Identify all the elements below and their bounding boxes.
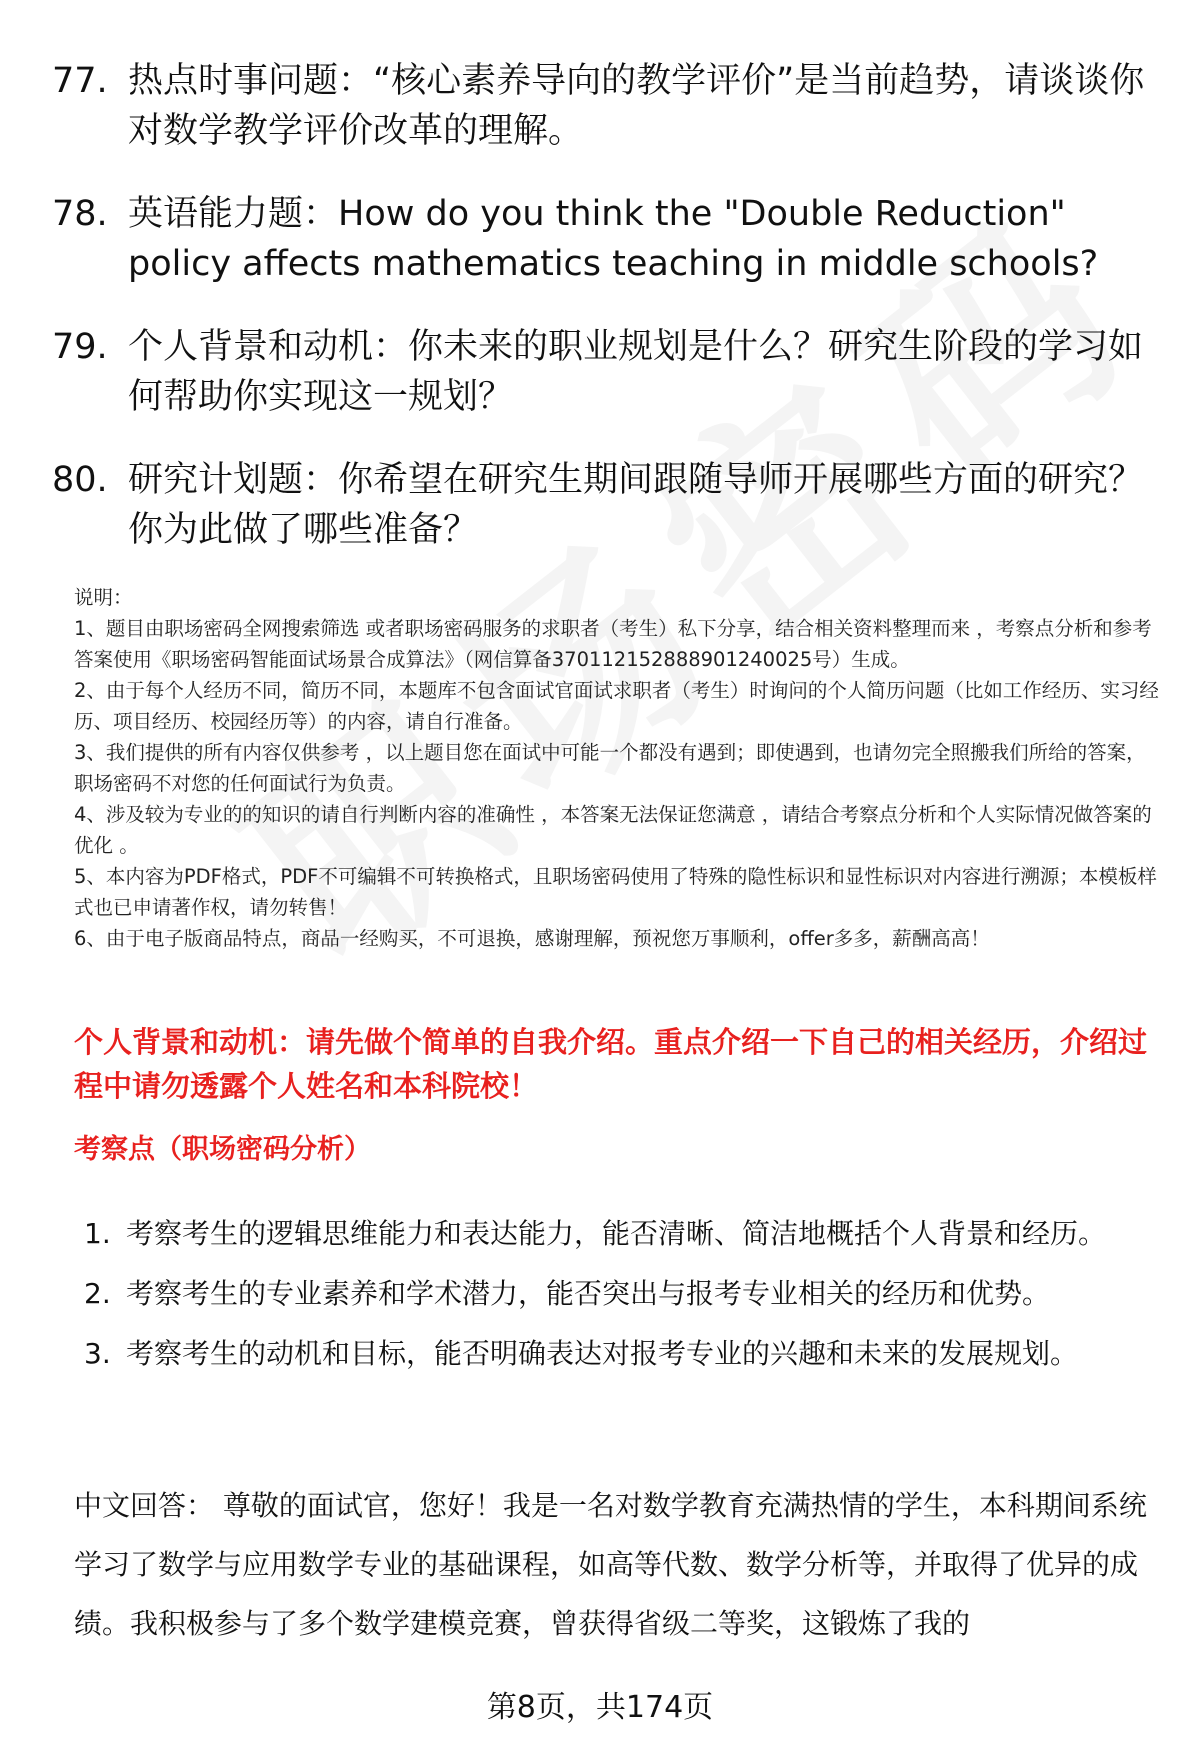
- point-number: 3.: [84, 1337, 111, 1370]
- question-item: [52, 56, 1152, 156]
- point-text: 考察考生的动机和目标，能否明确表达对报考专业的兴趣和未来的发展规划。: [126, 1337, 1079, 1370]
- point-text: 考察考生的专业素养和学术潜力，能否突出与报考专业相关的经历和优势。: [126, 1277, 1051, 1310]
- note-item: 3、我们提供的所有内容仅供参考 ，以上题目您在面试中可能一个都没有遇到；即使遇到，也请勿完全照搬我们所给的答案，职场密码不对您的任何面试行为负责。: [74, 741, 1146, 795]
- question-text: 个人背景和动机：你未来的职业规划是什么？研究生阶段的学习如何帮助你实现这一规划？: [128, 327, 1144, 417]
- answer-paragraph: 中文回答： 尊敬的面试官，您好！我是一名对数学教育充满热情的学生，本科期间系统学习了数学与应用数学专业的基础课程，如高等代数、数学分析等，并取得了优异的成绩。我积极参与了多个数学建模竞赛，曾获得省级二等奖，这锻炼了我的: [74, 1489, 1147, 1640]
- question-number: 79.: [52, 327, 108, 367]
- notes-title: 说明：: [74, 586, 133, 609]
- note-item: 5、本内容为PDF格式，PDF不可编辑不可转换格式，且职场密码使用了特殊的隐性标识和显性标识对内容进行溯源；本模板样式也已申请著作权，请勿转售！: [74, 865, 1157, 919]
- note-item: 1、题目由职场密码全网搜索筛选 或者职场密码服务的求职者（考生）私下分享，结合相关资料整理而来 ，考察点分析和参考答案使用《职场密码智能面试场景合成算法》（网信算备370112152888901240025号）生成。: [74, 617, 1152, 671]
- note-item: 2、由于每个人经历不同，简历不同，本题库不包含面试官面试求职者（考生）时询问的个人简历问题（比如工作经历、实习经历、项目经历、校园经历等）的内容，请自行准备。: [74, 679, 1159, 733]
- question-list: [52, 56, 1152, 588]
- question-text: 研究计划题：你希望在研究生期间跟随导师开展哪些方面的研究？你为此做了哪些准备？: [128, 460, 1144, 550]
- section-subheading: 考察点（职场密码分析）: [74, 1134, 371, 1165]
- question-text: 英语能力题：How do you think the "Double Reduction" policy affects mathematics teaching in middle schools?: [128, 194, 1099, 284]
- question-item: [52, 455, 1152, 555]
- note-item: 6、由于电子版商品特点，商品一经购买，不可退换，感谢理解，预祝您万事顺利，offer多多，薪酬高高！: [74, 927, 990, 950]
- question-number: 77.: [52, 61, 108, 101]
- list-item: [84, 1325, 1154, 1382]
- point-text: 考察考生的逻辑思维能力和表达能力，能否清晰、简洁地概括个人背景和经历。: [126, 1217, 1107, 1250]
- question-item: [52, 322, 1152, 422]
- question-number: 78.: [52, 194, 108, 234]
- notes-section: [74, 582, 1164, 954]
- point-number: 1.: [84, 1217, 111, 1250]
- assessment-points: [84, 1205, 1154, 1385]
- note-item: 4、涉及较为专业的的知识的请自行判断内容的准确性 ，本答案无法保证您满意 ，请结合考察点分析和个人实际情况做答案的优化 。: [74, 803, 1152, 857]
- list-item: [84, 1265, 1154, 1322]
- page-number: 第8页，共174页: [486, 1690, 714, 1725]
- point-number: 2.: [84, 1277, 111, 1310]
- question-text: 热点时事问题：“核心素养导向的教学评价”是当前趋势，请谈谈你对数学教学评价改革的理解。: [128, 61, 1145, 151]
- section-heading: 个人背景和动机：请先做个简单的自我介绍。重点介绍一下自己的相关经历，介绍过程中请勿透露个人姓名和本科院校！: [74, 1025, 1148, 1103]
- question-number: 80.: [52, 460, 108, 500]
- question-item: [52, 189, 1152, 289]
- list-item: [84, 1205, 1154, 1262]
